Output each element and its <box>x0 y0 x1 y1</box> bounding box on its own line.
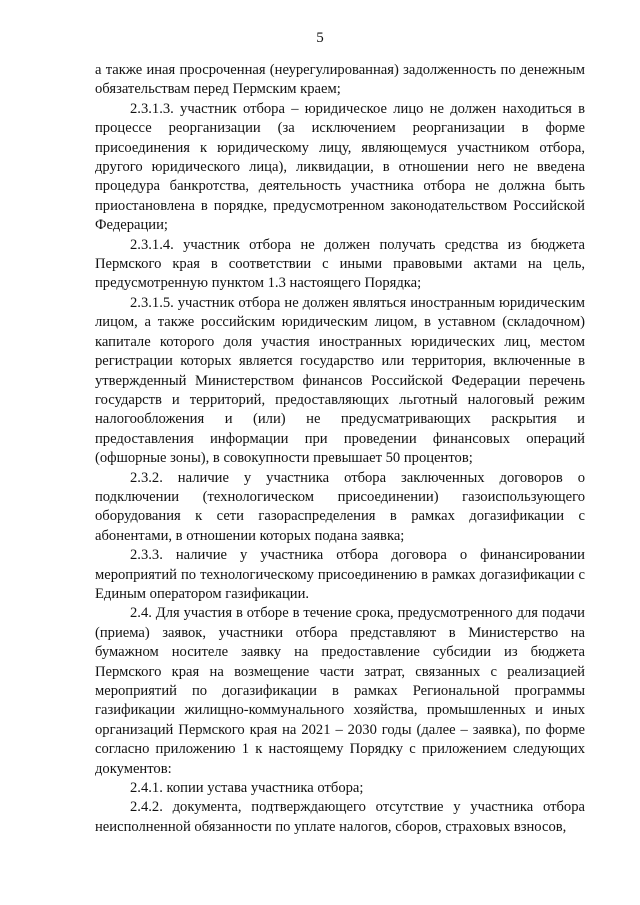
paragraph-continuation: а также иная просроченная (неурегулированная) задолженность по денежным обязательствам перед Пермским краем; <box>95 62 585 98</box>
paragraph-2-3-2: 2.3.2. наличие у участника отбора заключенных договоров о подключении (технологическом присоединении) газоиспользующего оборудования к сети газораспределения в рамках догазификации с абонентами, в отношении которых подана заявка; <box>95 469 585 544</box>
document-body <box>95 61 585 837</box>
paragraph-2-4-1: 2.4.1. копии устава участника отбора; <box>130 780 364 797</box>
paragraph-2-4-2: 2.4.2. документа, подтверждающего отсутствие у участника отбора неисполненной обязанности по уплате налогов, сборов, страховых взносов, <box>95 799 585 835</box>
paragraph-2-3-1-3: 2.3.1.3. участник отбора – юридическое лицо не должен находиться в процессе реорганизации (за исключением реорганизации в форме присоединения к юридическому лицу, являющемуся участником отбора, другого юридического лица), ликвидации, в отношении него не введена процедура банкротства, деятельность участника отбора не должна быть приостановлена в порядке, предусмотренном законодательством Российской Федерации; <box>95 100 585 234</box>
page-number: 5 <box>316 30 324 46</box>
paragraph-2-3-1-4: 2.3.1.4. участник отбора не должен получать средства из бюджета Пермского края в соответствии с иными правовыми актами на цель, предусмотренную пунктом 1.3 настоящего Порядка; <box>95 236 585 292</box>
paragraph-2-4: 2.4. Для участия в отборе в течение срока, предусмотренного для подачи (приема) заявок, участники отбора представляют в Министерство на бумажном носителе заявку на предоставление субсидии из бюджета Пермского края на возмещение части затрат, связанных с реализацией мероприятий по догазификации в рамках Региональной программы газификации жилищно-коммунального хозяйства, промышленных и иных организаций Пермского края на 2021 – 2030 годы (далее – заявка), по форме согласно приложению 1 к настоящему Порядку с приложением следующих документов: <box>95 605 585 777</box>
paragraph-2-3-3: 2.3.3. наличие у участника отбора договора о финансировании мероприятий по технологическому присоединению в рамках догазификации с Единым оператором газификации. <box>95 547 585 602</box>
paragraph-2-3-1-5: 2.3.1.5. участник отбора не должен являться иностранным юридическим лицом, а также российским юридическим лицом, в уставном (складочном) капитале которого доля участия иностранных юридических лиц, местом регистрации которых является государство или территория, включенные в утвержденный Министерством финансов Российской Федерации перечень государств и территорий, предоставляющих льготный налоговый режим налогообложения и (или) не предусматривающих раскрытия и предоставления информации при проведении финансовых операций (офшорные зоны), в совокупности превышает 50 процентов; <box>95 294 585 467</box>
